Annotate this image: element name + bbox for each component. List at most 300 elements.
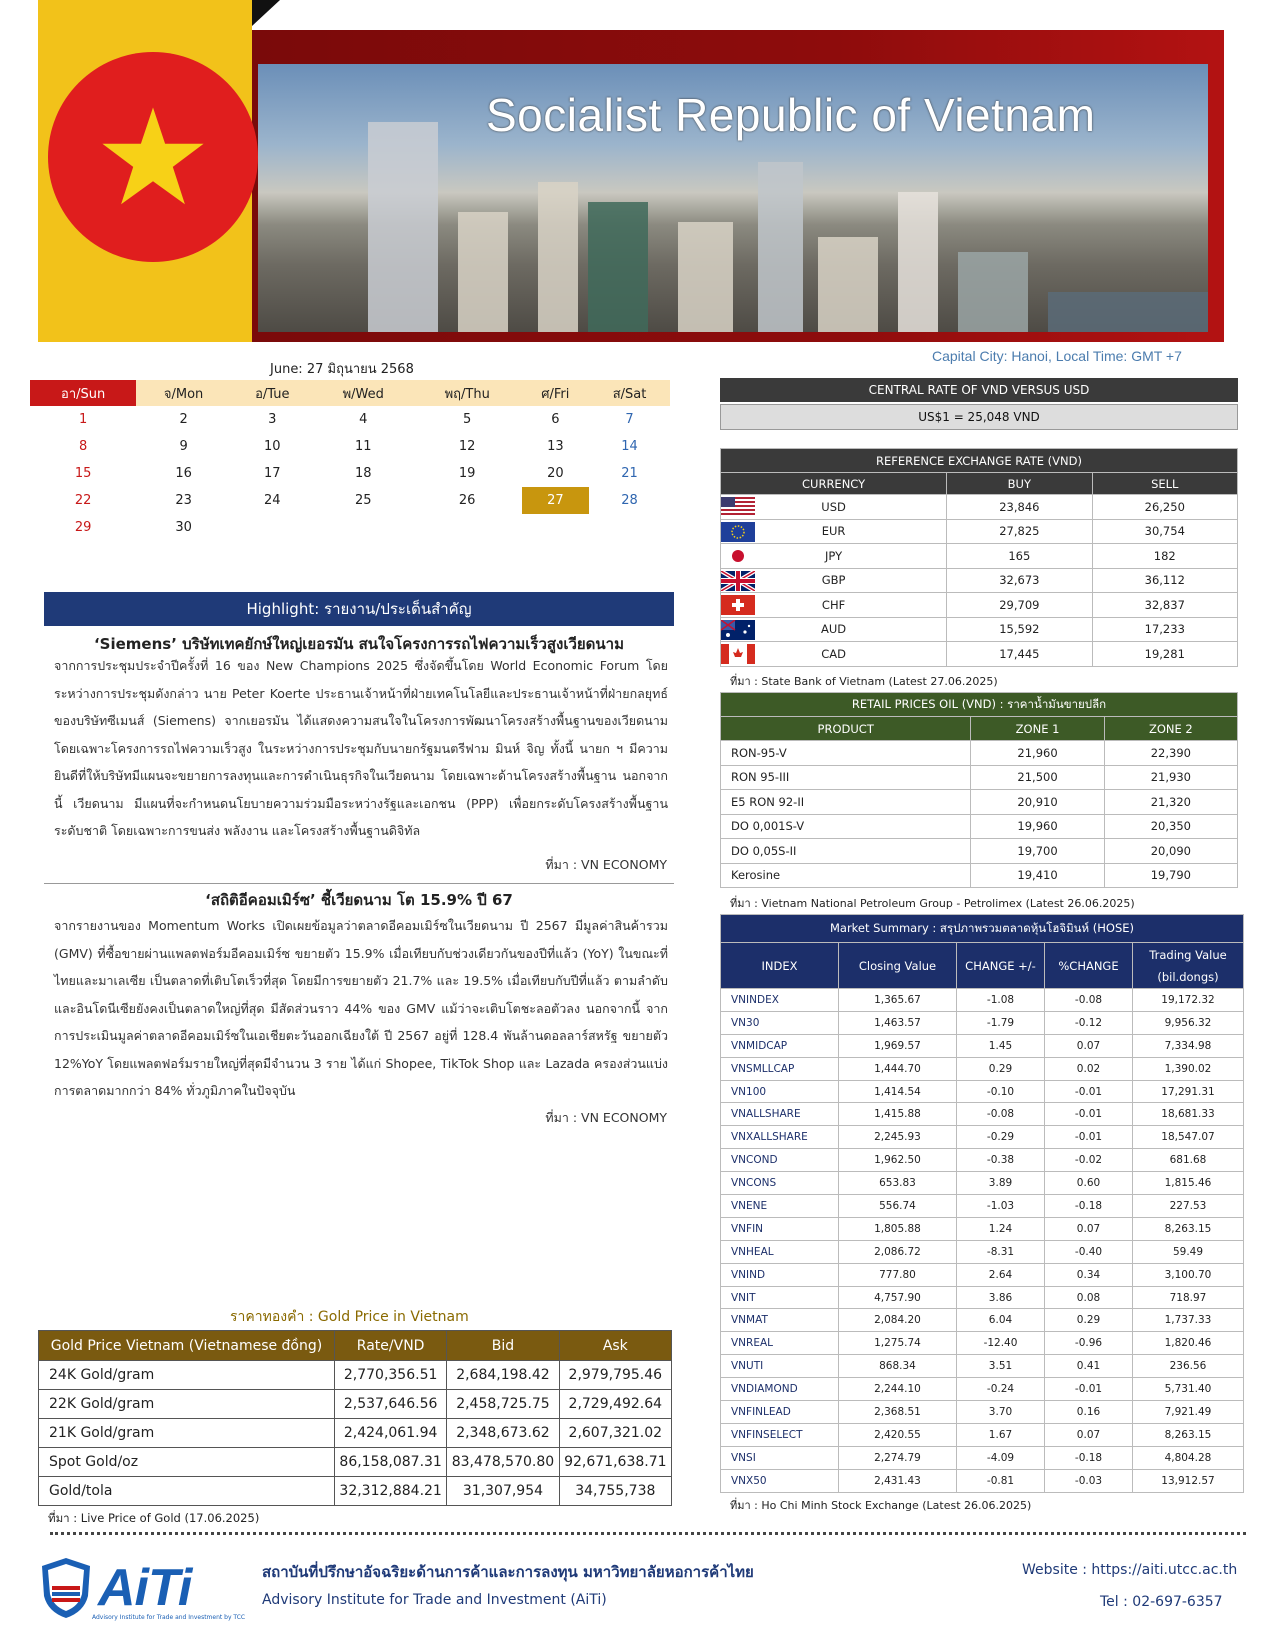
table-cell: -4.09 (957, 1446, 1045, 1469)
table-cell: -1.08 (957, 989, 1045, 1012)
table-row (721, 1378, 1244, 1401)
aiti-logo: AiTi (98, 1559, 192, 1617)
table-cell: 18,547.07 (1133, 1126, 1244, 1149)
calendar-day: 1 (78, 412, 88, 427)
website-link[interactable]: Website : https://aiti.utcc.ac.th (1022, 1562, 1238, 1578)
table-row (721, 1195, 1244, 1218)
table-cell: -0.02 (1045, 1149, 1133, 1172)
table-cell: VNSMLLCAP (721, 1057, 839, 1080)
calendar-week (30, 487, 670, 514)
au-flag-icon (721, 620, 755, 640)
calendar-day: 26 (458, 493, 476, 508)
table-row (721, 765, 1238, 790)
table-cell: VN30 (721, 1011, 839, 1034)
table-cell: 236.56 (1133, 1355, 1244, 1378)
table-cell: 19,410 (971, 863, 1104, 888)
table-row (721, 1446, 1244, 1469)
column-header: Rate/VND (334, 1331, 446, 1361)
article-title: ‘Siemens’ บริษัทเทคยักษ์ใหญ่เยอรมัน สนใจโครงการรถไฟความเร็วสูงเวียดนาม (93, 635, 624, 653)
table-row (721, 1332, 1244, 1355)
column-header: Bid (447, 1331, 559, 1361)
calendar-week (30, 406, 670, 433)
table-row (721, 989, 1244, 1012)
table-row (721, 593, 1238, 618)
highlight-header: Highlight: รายงาน/ประเด็นสำคัญ (44, 592, 674, 626)
table-cell: VNINDEX (721, 989, 839, 1012)
table-cell: 8,263.15 (1133, 1423, 1244, 1446)
table-row (721, 814, 1238, 839)
table-row (721, 519, 1238, 544)
column-header: %CHANGE (1045, 943, 1133, 989)
table-cell: 2,729,492.64 (559, 1390, 671, 1419)
divider (44, 883, 674, 884)
table-cell (721, 519, 947, 544)
table-cell: 5,731.40 (1133, 1378, 1244, 1401)
exchange-rate-table (720, 448, 1238, 667)
table-cell: VNENE (721, 1195, 839, 1218)
market-source: ที่มา : Ho Chi Minh Stock Exchange (Latest 26.06.2025) (730, 1499, 1032, 1512)
gold-source: ที่มา : Live Price of Gold (17.06.2025) (48, 1511, 260, 1525)
table-cell: 20,910 (971, 790, 1104, 815)
column-header: ZONE 1 (971, 717, 1104, 741)
fx-source: ที่มา : State Bank of Vietnam (Latest 27.06.2025) (730, 675, 998, 688)
table-cell: -0.01 (1045, 1103, 1133, 1126)
table-cell: 26,250 (1092, 495, 1237, 520)
table-cell: 21,500 (971, 765, 1104, 790)
jp-flag-icon (721, 546, 755, 566)
calendar-day: 20 (547, 466, 564, 481)
table-row (721, 1057, 1244, 1080)
footer-divider (50, 1532, 1246, 1535)
table-cell: -0.81 (957, 1469, 1045, 1492)
table-cell: 0.02 (1045, 1057, 1133, 1080)
table-cell: E5 RON 92-II (721, 790, 971, 815)
table-cell: 2,348,673.62 (447, 1419, 559, 1448)
table-cell: -0.38 (957, 1149, 1045, 1172)
table-cell: VNDIAMOND (721, 1378, 839, 1401)
table-row (721, 839, 1238, 864)
table-cell: 2.64 (957, 1263, 1045, 1286)
org-name-thai: สถาบันที่ปรึกษาอัจฉริยะด้านการค้าและการลงทุน มหาวิทยาลัยหอการค้าไทย (262, 1563, 754, 1581)
table-title: RETAIL PRICES OIL (VND) : ราคาน้ำมันขายปลีก (721, 693, 1238, 717)
table-row (721, 642, 1238, 667)
table-cell: 2,458,725.75 (447, 1390, 559, 1419)
currency-code: JPY (825, 548, 843, 563)
table-cell: 86,158,087.31 (334, 1448, 446, 1477)
table-cell: RON 95-III (721, 765, 971, 790)
table-cell: 182 (1092, 544, 1237, 569)
table-cell: -1.79 (957, 1011, 1045, 1034)
table-cell: 13,912.57 (1133, 1469, 1244, 1492)
table-cell: 17,291.31 (1133, 1080, 1244, 1103)
table-cell: VNFINSELECT (721, 1423, 839, 1446)
table-cell: -8.31 (957, 1240, 1045, 1263)
table-cell (721, 495, 947, 520)
table-cell: -0.12 (1045, 1011, 1133, 1034)
calendar-week (30, 460, 670, 487)
calendar-day: 5 (463, 412, 472, 427)
currency-code: CAD (821, 646, 846, 661)
table-cell: -0.03 (1045, 1469, 1133, 1492)
table-cell: -0.29 (957, 1126, 1045, 1149)
org-name-english: Advisory Institute for Trade and Investment (AiTi) (262, 1592, 607, 1608)
table-cell (721, 617, 947, 642)
weekday-header: ศ/Fri (522, 380, 590, 406)
weekday-header: จ/Mon (136, 380, 231, 406)
table-cell: RON-95-V (721, 741, 971, 766)
table-cell: 92,671,638.71 (559, 1448, 671, 1477)
table-row (721, 741, 1238, 766)
table-cell: 21,930 (1104, 765, 1237, 790)
currency-code: USD (821, 499, 846, 514)
table-row (721, 568, 1238, 593)
table-cell: 0.34 (1045, 1263, 1133, 1286)
weekday-header: พ/Wed (314, 380, 413, 406)
uk-flag-icon (721, 571, 755, 591)
table-cell: -0.18 (1045, 1446, 1133, 1469)
table-cell: 1,415.88 (839, 1103, 957, 1126)
table-cell: VNX50 (721, 1469, 839, 1492)
table-row (721, 1172, 1244, 1195)
column-header: CURRENCY (721, 473, 947, 495)
table-cell: 2,244.10 (839, 1378, 957, 1401)
calendar-week (30, 514, 670, 541)
table-cell: 19,172.32 (1133, 989, 1244, 1012)
table-cell: 32,673 (947, 568, 1092, 593)
table-cell: 3.89 (957, 1172, 1045, 1195)
calendar-day: 24 (264, 493, 281, 508)
table-cell: 1,414.54 (839, 1080, 957, 1103)
table-cell: VNSI (721, 1446, 839, 1469)
calendar-day: 7 (625, 412, 634, 427)
table-cell: 3.86 (957, 1286, 1045, 1309)
table-row (721, 1469, 1244, 1492)
table-cell: 21,960 (971, 741, 1104, 766)
calendar (30, 380, 670, 541)
column-header: PRODUCT (721, 717, 971, 741)
table-cell: DO 0,05S-II (721, 839, 971, 864)
table-cell (721, 544, 947, 569)
table-cell: 2,424,061.94 (334, 1419, 446, 1448)
calendar-day: 27 (522, 487, 590, 514)
page-title: Socialist Republic of Vietnam (486, 89, 1096, 141)
table-cell: -0.01 (1045, 1126, 1133, 1149)
table-title: REFERENCE EXCHANGE RATE (VND) (721, 449, 1238, 473)
column-header: CHANGE +/- (957, 943, 1045, 989)
calendar-day: 4 (359, 412, 368, 427)
table-cell: 2,431.43 (839, 1469, 957, 1492)
table-row (39, 1477, 672, 1506)
table-cell: VNXALLSHARE (721, 1126, 839, 1149)
logo-subtitle: Advisory Institute for Trade and Investment by TCC (92, 1614, 246, 1621)
calendar-day: 29 (74, 520, 92, 535)
calendar-day: 16 (175, 466, 192, 481)
calendar-day: 11 (354, 439, 372, 454)
column-header: Ask (559, 1331, 671, 1361)
table-cell: DO 0,001S-V (721, 814, 971, 839)
table-cell: 22,390 (1104, 741, 1237, 766)
calendar-title: June: 27 มิถุนายน 2568 (270, 362, 414, 377)
table-cell: 3,100.70 (1133, 1263, 1244, 1286)
table-cell: 6.04 (957, 1309, 1045, 1332)
weekday-header: ส/Sat (589, 380, 670, 406)
table-cell: -0.01 (1045, 1378, 1133, 1401)
ca-flag-icon (721, 644, 755, 664)
table-cell: 0.07 (1045, 1217, 1133, 1240)
table-cell: 0.41 (1045, 1355, 1133, 1378)
table-row (721, 1011, 1244, 1034)
table-cell: VNFIN (721, 1217, 839, 1240)
calendar-day: 17 (264, 466, 281, 481)
table-cell: 2,084.20 (839, 1309, 957, 1332)
table-cell (721, 642, 947, 667)
calendar-day: 21 (621, 466, 638, 481)
table-row (721, 1240, 1244, 1263)
table-cell: 7,921.49 (1133, 1401, 1244, 1424)
table-row (721, 1034, 1244, 1057)
calendar-day (413, 514, 522, 541)
table-cell: 0.07 (1045, 1034, 1133, 1057)
table-cell: 34,755,738 (559, 1477, 671, 1506)
table-cell: 653.83 (839, 1172, 957, 1195)
calendar-day: 6 (551, 412, 560, 427)
calendar-day (522, 514, 590, 541)
table-cell: 2,245.93 (839, 1126, 957, 1149)
table-row (721, 1309, 1244, 1332)
calendar-day: 22 (74, 493, 92, 508)
table-row (39, 1390, 672, 1419)
banner-corner (252, 0, 280, 26)
table-cell: 2,607,321.02 (559, 1419, 671, 1448)
table-row (721, 1263, 1244, 1286)
shield-logo-icon (40, 1556, 92, 1624)
table-cell: 0.29 (1045, 1309, 1133, 1332)
column-header: Trading Value (bil.dongs) (1133, 943, 1244, 989)
table-row (39, 1361, 672, 1390)
calendar-day (314, 514, 413, 541)
table-row (39, 1419, 672, 1448)
table-cell: 227.53 (1133, 1195, 1244, 1218)
column-header: INDEX (721, 943, 839, 989)
table-cell: 1.24 (957, 1217, 1045, 1240)
weekday-header: อ/Tue (231, 380, 314, 406)
currency-code: EUR (821, 524, 846, 539)
table-cell: 2,770,356.51 (334, 1361, 446, 1390)
table-cell: 1,463.57 (839, 1011, 957, 1034)
article-source: ที่มา : VN ECONOMY (545, 1110, 667, 1125)
table-cell: 868.34 (839, 1355, 957, 1378)
table-cell: 19,790 (1104, 863, 1237, 888)
table-cell: 2,086.72 (839, 1240, 957, 1263)
table-cell: VN100 (721, 1080, 839, 1103)
calendar-day: 19 (458, 466, 476, 481)
calendar-day: 9 (179, 439, 188, 454)
table-cell: 32,312,884.21 (334, 1477, 446, 1506)
table-cell: 27,825 (947, 519, 1092, 544)
table-cell: 681.68 (1133, 1149, 1244, 1172)
table-row (721, 790, 1238, 815)
table-cell: 0.08 (1045, 1286, 1133, 1309)
table-cell: 2,537,646.56 (334, 1390, 446, 1419)
table-cell: VNFINLEAD (721, 1401, 839, 1424)
central-rate-header: CENTRAL RATE OF VND VERSUS USD (720, 378, 1238, 402)
table-cell: 83,478,570.80 (447, 1448, 559, 1477)
calendar-day: 13 (547, 439, 564, 454)
table-cell: VNIND (721, 1263, 839, 1286)
table-row (721, 863, 1238, 888)
table-cell: 1,275.74 (839, 1332, 957, 1355)
table-cell: 1,365.67 (839, 989, 957, 1012)
calendar-day: 2 (179, 412, 188, 427)
table-cell: 17,445 (947, 642, 1092, 667)
table-row (721, 1126, 1244, 1149)
table-row (721, 1149, 1244, 1172)
calendar-day: 18 (354, 466, 372, 481)
table-cell: 0.29 (957, 1057, 1045, 1080)
table-cell: VNUTI (721, 1355, 839, 1378)
calendar-day: 3 (268, 412, 277, 427)
table-cell: 22K Gold/gram (39, 1390, 335, 1419)
table-cell: 3.51 (957, 1355, 1045, 1378)
table-cell: 24K Gold/gram (39, 1361, 335, 1390)
table-cell: -0.08 (957, 1103, 1045, 1126)
table-cell: 1,969.57 (839, 1034, 957, 1057)
table-cell: 36,112 (1092, 568, 1237, 593)
column-header: BUY (947, 473, 1092, 495)
table-cell: 15,592 (947, 617, 1092, 642)
calendar-day: 10 (264, 439, 281, 454)
table-cell: -0.18 (1045, 1195, 1133, 1218)
table-cell: 31,307,954 (447, 1477, 559, 1506)
table-cell: 2,274.79 (839, 1446, 957, 1469)
calendar-day: 25 (354, 493, 372, 508)
calendar-week (30, 433, 670, 460)
table-cell: -0.08 (1045, 989, 1133, 1012)
article-body: จากรายงานของ Momentum Works เปิดเผยข้อมูลว่าตลาดอีคอมเมิร์ซในเวียดนาม ปี 2567 มีมูลค่าสินค้ารวม (GMV) ที่ซื้อขายผ่านแพลตฟอร์มอีคอมเมิร์ซ ขยายตัว 15.9% เมื่อเทียบกับช่วงเดียวกันของปีที่แล้ว (YoY) ในขณะที่ไทยและมาเลเซีย เป็นตลาดที่เติบโตเร็วที่สุด โดยมีการขยายตัว 21.7% และ 19.5% เมื่อเทียบกับปีที่แล้ว ตามลำดับ และอินโดนีเซียยังคงเป็นตลาดใหญ่ที่สุด มีสัดส่วนราว 44% ของ GMV แม้ว่าจะเติบโตชะลอตัวลง นอกจากนี้ จากการประเมินมูลค่าตลาดอีคอมเมิร์ซในเอเชียตะวันออกเฉียงใต้ ปี 2567 อยู่ที่ 128.4 พันล้านดอลลาร์สหรัฐ ขยายตัว 12%YoY โดยแพลตฟอร์มรายใหญ่ที่สุดมีจำนวน 3 ราย ได้แก่ Shopee, TikTok Shop และ Lazada ครองส่วนแบ่งการตลาดมากกว่า 84% ทั่วภูมิภาคในปัจจุบัน (54, 918, 668, 1098)
gold-price-table (38, 1330, 672, 1506)
table-cell: 1,962.50 (839, 1149, 957, 1172)
table-title: Market Summary : สรุปภาพรวมตลาดหุ้นโฮจิมินห์ (HOSE) (721, 915, 1244, 943)
table-cell: 1,820.46 (1133, 1332, 1244, 1355)
table-cell: VNMAT (721, 1309, 839, 1332)
table-cell: 29,709 (947, 593, 1092, 618)
calendar-day (589, 514, 670, 541)
oil-source: ที่มา : Vietnam National Petroleum Group - Petrolimex (Latest 26.06.2025) (730, 897, 1135, 910)
table-cell: VNHEAL (721, 1240, 839, 1263)
table-cell: VNMIDCAP (721, 1034, 839, 1057)
weekday-header: พฤ/Thu (413, 380, 522, 406)
eu-flag-icon (721, 522, 755, 542)
table-cell: 3.70 (957, 1401, 1045, 1424)
table-row (721, 495, 1238, 520)
table-cell: -1.03 (957, 1195, 1045, 1218)
table-cell: 9,956.32 (1133, 1011, 1244, 1034)
currency-code: AUD (821, 622, 847, 637)
table-cell: VNCONS (721, 1172, 839, 1195)
ch-flag-icon (721, 595, 755, 615)
calendar-day: 30 (175, 520, 192, 535)
table-cell: 23,846 (947, 495, 1092, 520)
table-cell: 1,737.33 (1133, 1309, 1244, 1332)
article-body: จากการประชุมประจำปีครั้งที่ 16 ของ New Champions 2025 ซึ่งจัดขึ้นโดย World Economic Forum โดยระหว่างการประชุมดังกล่าว นาย Peter Koerte ประธานเจ้าหน้าที่ฝ่ายเทคโนโลยีและประธานเจ้าหน้าที่ฝ่ายกลยุทธ์ของบริษัทซีเมนส์ (Siemens) จากเยอรมัน ได้แสดงความสนใจในโครงการพัฒนาโครงสร้างพื้นฐานของเวียดนาม โดยเฉพาะโครงการรถไฟความเร็วสูง ในระหว่างการประชุมกับนายกรัฐมนตรีฟาม มินห์ จิญ ทั้งนี้ นายก ฯ มีความยินดีที่ให้บริษัทมีแผนจะขยายการลงทุนและการดำเนินธุรกิจในเวียดนาม โดยเฉพาะด้านโครงสร้างพื้นฐาน นอกจากนี้ เวียดนาม มีแผนที่จะกำหนดนโยบายความร่วมมือระหว่างรัฐและเอกชน (PPP) เพื่อยกระดับโครงสร้างพื้นฐานระดับชาติ โดยเฉพาะการขนส่ง พลังงาน และโครงสร้างพื้นฐานดิจิทัล (54, 658, 668, 838)
capital-info: Capital City: Hanoi, Local Time: GMT +7 (932, 348, 1182, 364)
table-row (721, 617, 1238, 642)
table-cell: Gold/tola (39, 1477, 335, 1506)
calendar-day: 12 (458, 439, 476, 454)
table-row (721, 1401, 1244, 1424)
table-cell: 1,444.70 (839, 1057, 957, 1080)
calendar-day: 8 (78, 439, 88, 454)
table-cell: 21K Gold/gram (39, 1419, 335, 1448)
table-cell: 556.74 (839, 1195, 957, 1218)
table-cell: 2,420.55 (839, 1423, 957, 1446)
table-cell: 32,837 (1092, 593, 1237, 618)
table-row (721, 544, 1238, 569)
article-source: ที่มา : VN ECONOMY (545, 857, 667, 872)
currency-code: GBP (821, 573, 846, 588)
calendar-day: 14 (621, 439, 638, 454)
table-cell: 59.49 (1133, 1240, 1244, 1263)
table-cell: 1.45 (957, 1034, 1045, 1057)
market-summary-table (720, 914, 1244, 1493)
calendar-day (231, 514, 314, 541)
table-cell: -0.24 (957, 1378, 1045, 1401)
table-cell: 7,334.98 (1133, 1034, 1244, 1057)
table-cell: VNCOND (721, 1149, 839, 1172)
calendar-day: 15 (74, 466, 92, 481)
article-title: ‘สถิติอีคอมเมิร์ซ’ ชี้เวียดนาม โต 15.9% ปี 67 (205, 891, 513, 909)
table-cell: VNIT (721, 1286, 839, 1309)
table-cell: 18,681.33 (1133, 1103, 1244, 1126)
table-cell: 19,960 (971, 814, 1104, 839)
table-row (721, 1286, 1244, 1309)
calendar-day: 23 (175, 493, 192, 508)
table-cell: 1,390.02 (1133, 1057, 1244, 1080)
table-cell: 0.16 (1045, 1401, 1133, 1424)
table-cell: 165 (947, 544, 1092, 569)
weekday-header: อา/Sun (30, 380, 136, 406)
calendar-day: 28 (621, 493, 638, 508)
table-cell: 0.07 (1045, 1423, 1133, 1446)
table-cell: 2,368.51 (839, 1401, 957, 1424)
table-cell: 2,684,198.42 (447, 1361, 559, 1390)
central-rate-value: US$1 = 25,048 VND (720, 404, 1238, 430)
table-cell: 21,320 (1104, 790, 1237, 815)
table-cell: 20,350 (1104, 814, 1237, 839)
telephone: Tel : 02-697-6357 (1100, 1594, 1223, 1610)
column-header: Closing Value (839, 943, 957, 989)
currency-code: CHF (821, 597, 846, 612)
table-cell: 1,815.46 (1133, 1172, 1244, 1195)
column-header: Gold Price Vietnam (Vietnamese đồng) (39, 1331, 335, 1361)
table-cell: -0.10 (957, 1080, 1045, 1103)
table-cell: 777.80 (839, 1263, 957, 1286)
table-cell (721, 568, 947, 593)
oil-price-table (720, 692, 1238, 888)
table-cell: 1.67 (957, 1423, 1045, 1446)
table-cell: 17,233 (1092, 617, 1237, 642)
table-cell: -0.01 (1045, 1080, 1133, 1103)
table-cell: 20,090 (1104, 839, 1237, 864)
table-cell: VNALLSHARE (721, 1103, 839, 1126)
table-cell: 4,757.90 (839, 1286, 957, 1309)
table-cell (721, 593, 947, 618)
table-cell: 19,281 (1092, 642, 1237, 667)
table-cell: VNREAL (721, 1332, 839, 1355)
table-row (721, 1217, 1244, 1240)
table-cell: Spot Gold/oz (39, 1448, 335, 1477)
column-header: SELL (1092, 473, 1237, 495)
